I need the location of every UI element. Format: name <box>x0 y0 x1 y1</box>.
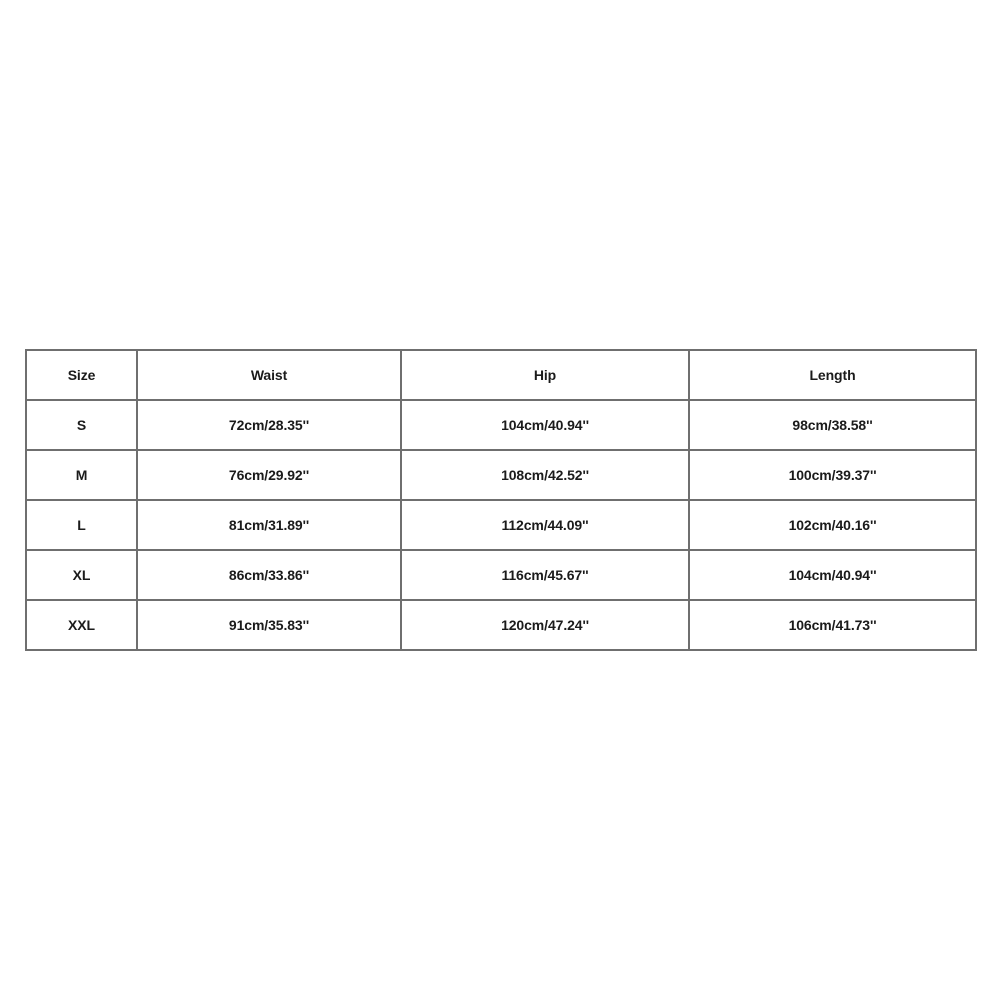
cell-length: 106cm/41.73'' <box>689 600 976 650</box>
cell-hip: 108cm/42.52'' <box>401 450 689 500</box>
header-waist: Waist <box>137 350 401 400</box>
cell-hip: 120cm/47.24'' <box>401 600 689 650</box>
size-chart-table <box>25 349 977 651</box>
header-length: Length <box>689 350 976 400</box>
cell-length: 102cm/40.16'' <box>689 500 976 550</box>
table-row <box>26 600 976 650</box>
cell-size: XXL <box>26 600 137 650</box>
cell-waist: 81cm/31.89'' <box>137 500 401 550</box>
cell-size: S <box>26 400 137 450</box>
table-row <box>26 400 976 450</box>
cell-waist: 72cm/28.35'' <box>137 400 401 450</box>
cell-hip: 104cm/40.94'' <box>401 400 689 450</box>
cell-hip: 116cm/45.67'' <box>401 550 689 600</box>
cell-hip: 112cm/44.09'' <box>401 500 689 550</box>
table-row <box>26 550 976 600</box>
cell-length: 100cm/39.37'' <box>689 450 976 500</box>
cell-length: 104cm/40.94'' <box>689 550 976 600</box>
table-row <box>26 450 976 500</box>
cell-size: L <box>26 500 137 550</box>
cell-waist: 76cm/29.92'' <box>137 450 401 500</box>
cell-length: 98cm/38.58'' <box>689 400 976 450</box>
cell-waist: 86cm/33.86'' <box>137 550 401 600</box>
table-row <box>26 500 976 550</box>
cell-size: XL <box>26 550 137 600</box>
cell-size: M <box>26 450 137 500</box>
table-header-row <box>26 350 976 400</box>
header-hip: Hip <box>401 350 689 400</box>
cell-waist: 91cm/35.83'' <box>137 600 401 650</box>
header-size: Size <box>26 350 137 400</box>
